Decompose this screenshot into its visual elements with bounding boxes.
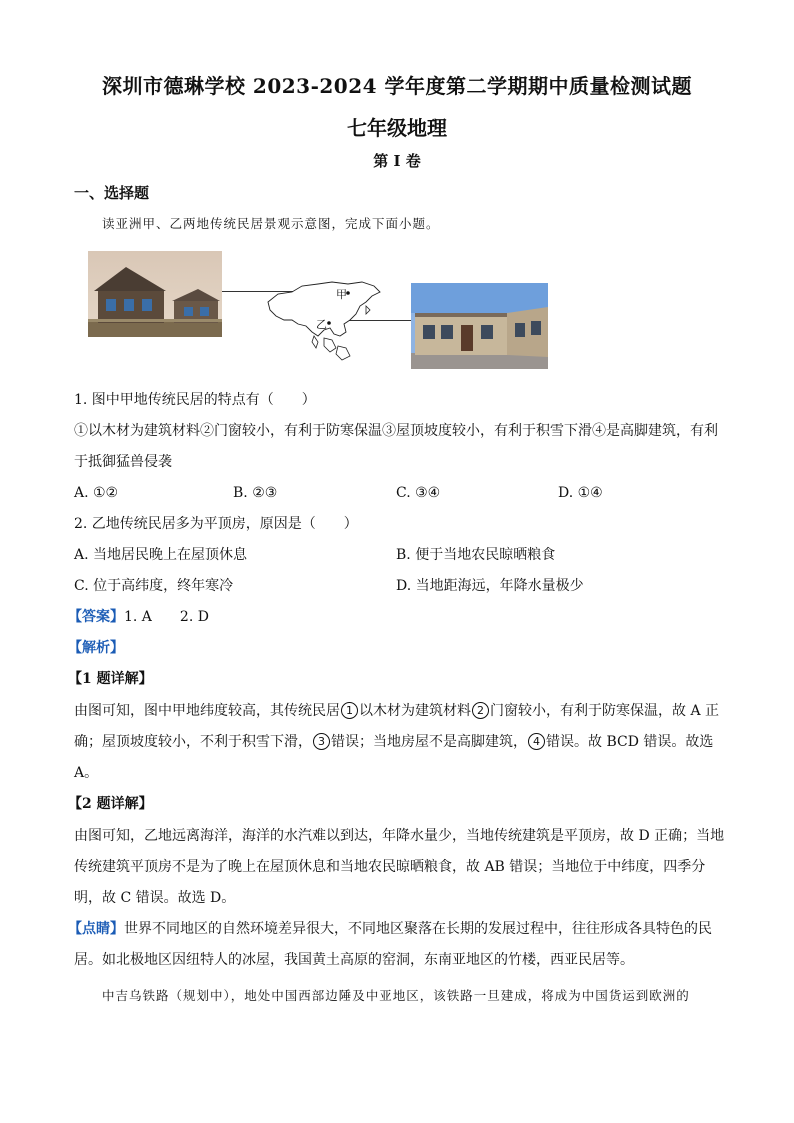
q2-option-b: B. 便于当地农民晾晒粮食	[396, 547, 556, 563]
detail-2-tag: 【2 题详解】	[68, 796, 153, 812]
detail-2-line3: 明，故 C 错误。故选 D。	[74, 890, 236, 906]
question-1-desc-line2: 于抵御猛兽侵袭	[74, 454, 172, 470]
q1-option-c: C. ③④	[396, 485, 441, 501]
question-2-stem: 2. 乙地传统民居多为平顶房，原因是（ ）	[74, 516, 358, 532]
detail-1-tag: 【1 题详解】	[68, 671, 153, 687]
question-1-stem: 1. 图中甲地传统民居的特点有（ ）	[74, 392, 316, 408]
detail-2-line2: 传统建筑平顶房不是为了晚上在屋顶休息和当地农民晾晒粮食，故 AB 错误；当地位于中纬度，四季分	[74, 859, 706, 875]
next-question-intro: 中吉乌铁路（规划中），地处中国西部边陲及中亚地区，该铁路一旦建成，将成为中国货运到欧洲的	[102, 988, 690, 1003]
section-heading: 一、选择题	[74, 184, 150, 202]
answer-line	[68, 607, 209, 627]
volume-label: 第 I 卷	[373, 152, 421, 170]
map-label-yi: 乙	[316, 318, 327, 331]
question-intro: 读亚洲甲、乙两地传统民居景观示意图，完成下面小题。	[102, 216, 440, 231]
tip-tag: 【点睛】	[68, 921, 124, 937]
wooden-house-photo	[88, 251, 222, 337]
detail-2-line1: 由图可知，乙地远离海洋，海洋的水汽难以到达，年降水量少，当地传统建筑是平顶房，故 D 正确；当地	[74, 828, 725, 844]
answer-tag: 【答案】	[68, 609, 124, 625]
detail-1-text-e: 错误；当地房屋不是高脚建筑，	[331, 734, 527, 750]
tip-line2: 居。如北极地区因纽特人的冰屋，我国黄土高原的窑洞，东南亚地区的竹楼，西亚民居等。	[74, 952, 634, 968]
circled-number-4: 4	[528, 733, 545, 750]
tip-text-1: 世界不同地区的自然环境差异很大，不同地区聚落在长期的发展过程中，往往形成各具特色的民	[124, 921, 712, 937]
detail-1-text-b: 以木材为建筑材料	[359, 703, 471, 719]
detail-1-line2	[74, 732, 713, 752]
detail-1-text-d: 确；屋顶坡度较小，不利于积雪下滑，	[74, 734, 312, 750]
q2-option-d: D. 当地距海远，年降水量极少	[396, 578, 584, 594]
analysis-tag	[68, 638, 124, 658]
q1-option-d: D. ①④	[558, 485, 603, 501]
q2-option-c: C. 位于高纬度，终年寒冷	[74, 578, 234, 594]
question-1-desc-line1: ①以木材为建筑材料②门窗较小，有利于防寒保温③屋顶坡度较小，有利于积雪下滑④是高脚建筑，有利	[74, 423, 718, 439]
map-label-jia: 甲	[336, 288, 347, 301]
answer-text: 1. A 2. D	[124, 609, 209, 625]
q2-option-a: A. 当地居民晚上在屋顶休息	[74, 547, 248, 563]
detail-1-line1	[74, 701, 719, 721]
q1-option-a: A. ①②	[74, 485, 119, 501]
circled-number-1: 1	[341, 702, 358, 719]
detail-1-text-c: 门窗较小，有利于防寒保温，故 A 正	[490, 703, 720, 719]
document-title: 深圳市德琳学校 2023-2024 学年度第二学期期中质量检测试题	[101, 74, 693, 98]
detail-1-line3: A。	[74, 765, 99, 781]
flat-roof-house-photo	[411, 283, 548, 369]
circled-number-3: 3	[313, 733, 330, 750]
document-subtitle: 七年级地理	[347, 116, 447, 140]
analysis-tag-text: 【解析】	[68, 640, 124, 656]
detail-1-text-f: 错误。故 BCD 错误。故选	[546, 734, 714, 750]
circled-number-2: 2	[472, 702, 489, 719]
detail-1-text-a: 由图可知，图中甲地纬度较高，其传统民居	[74, 703, 340, 719]
tip-line1	[68, 919, 712, 939]
q1-option-b: B. ②③	[233, 485, 278, 501]
